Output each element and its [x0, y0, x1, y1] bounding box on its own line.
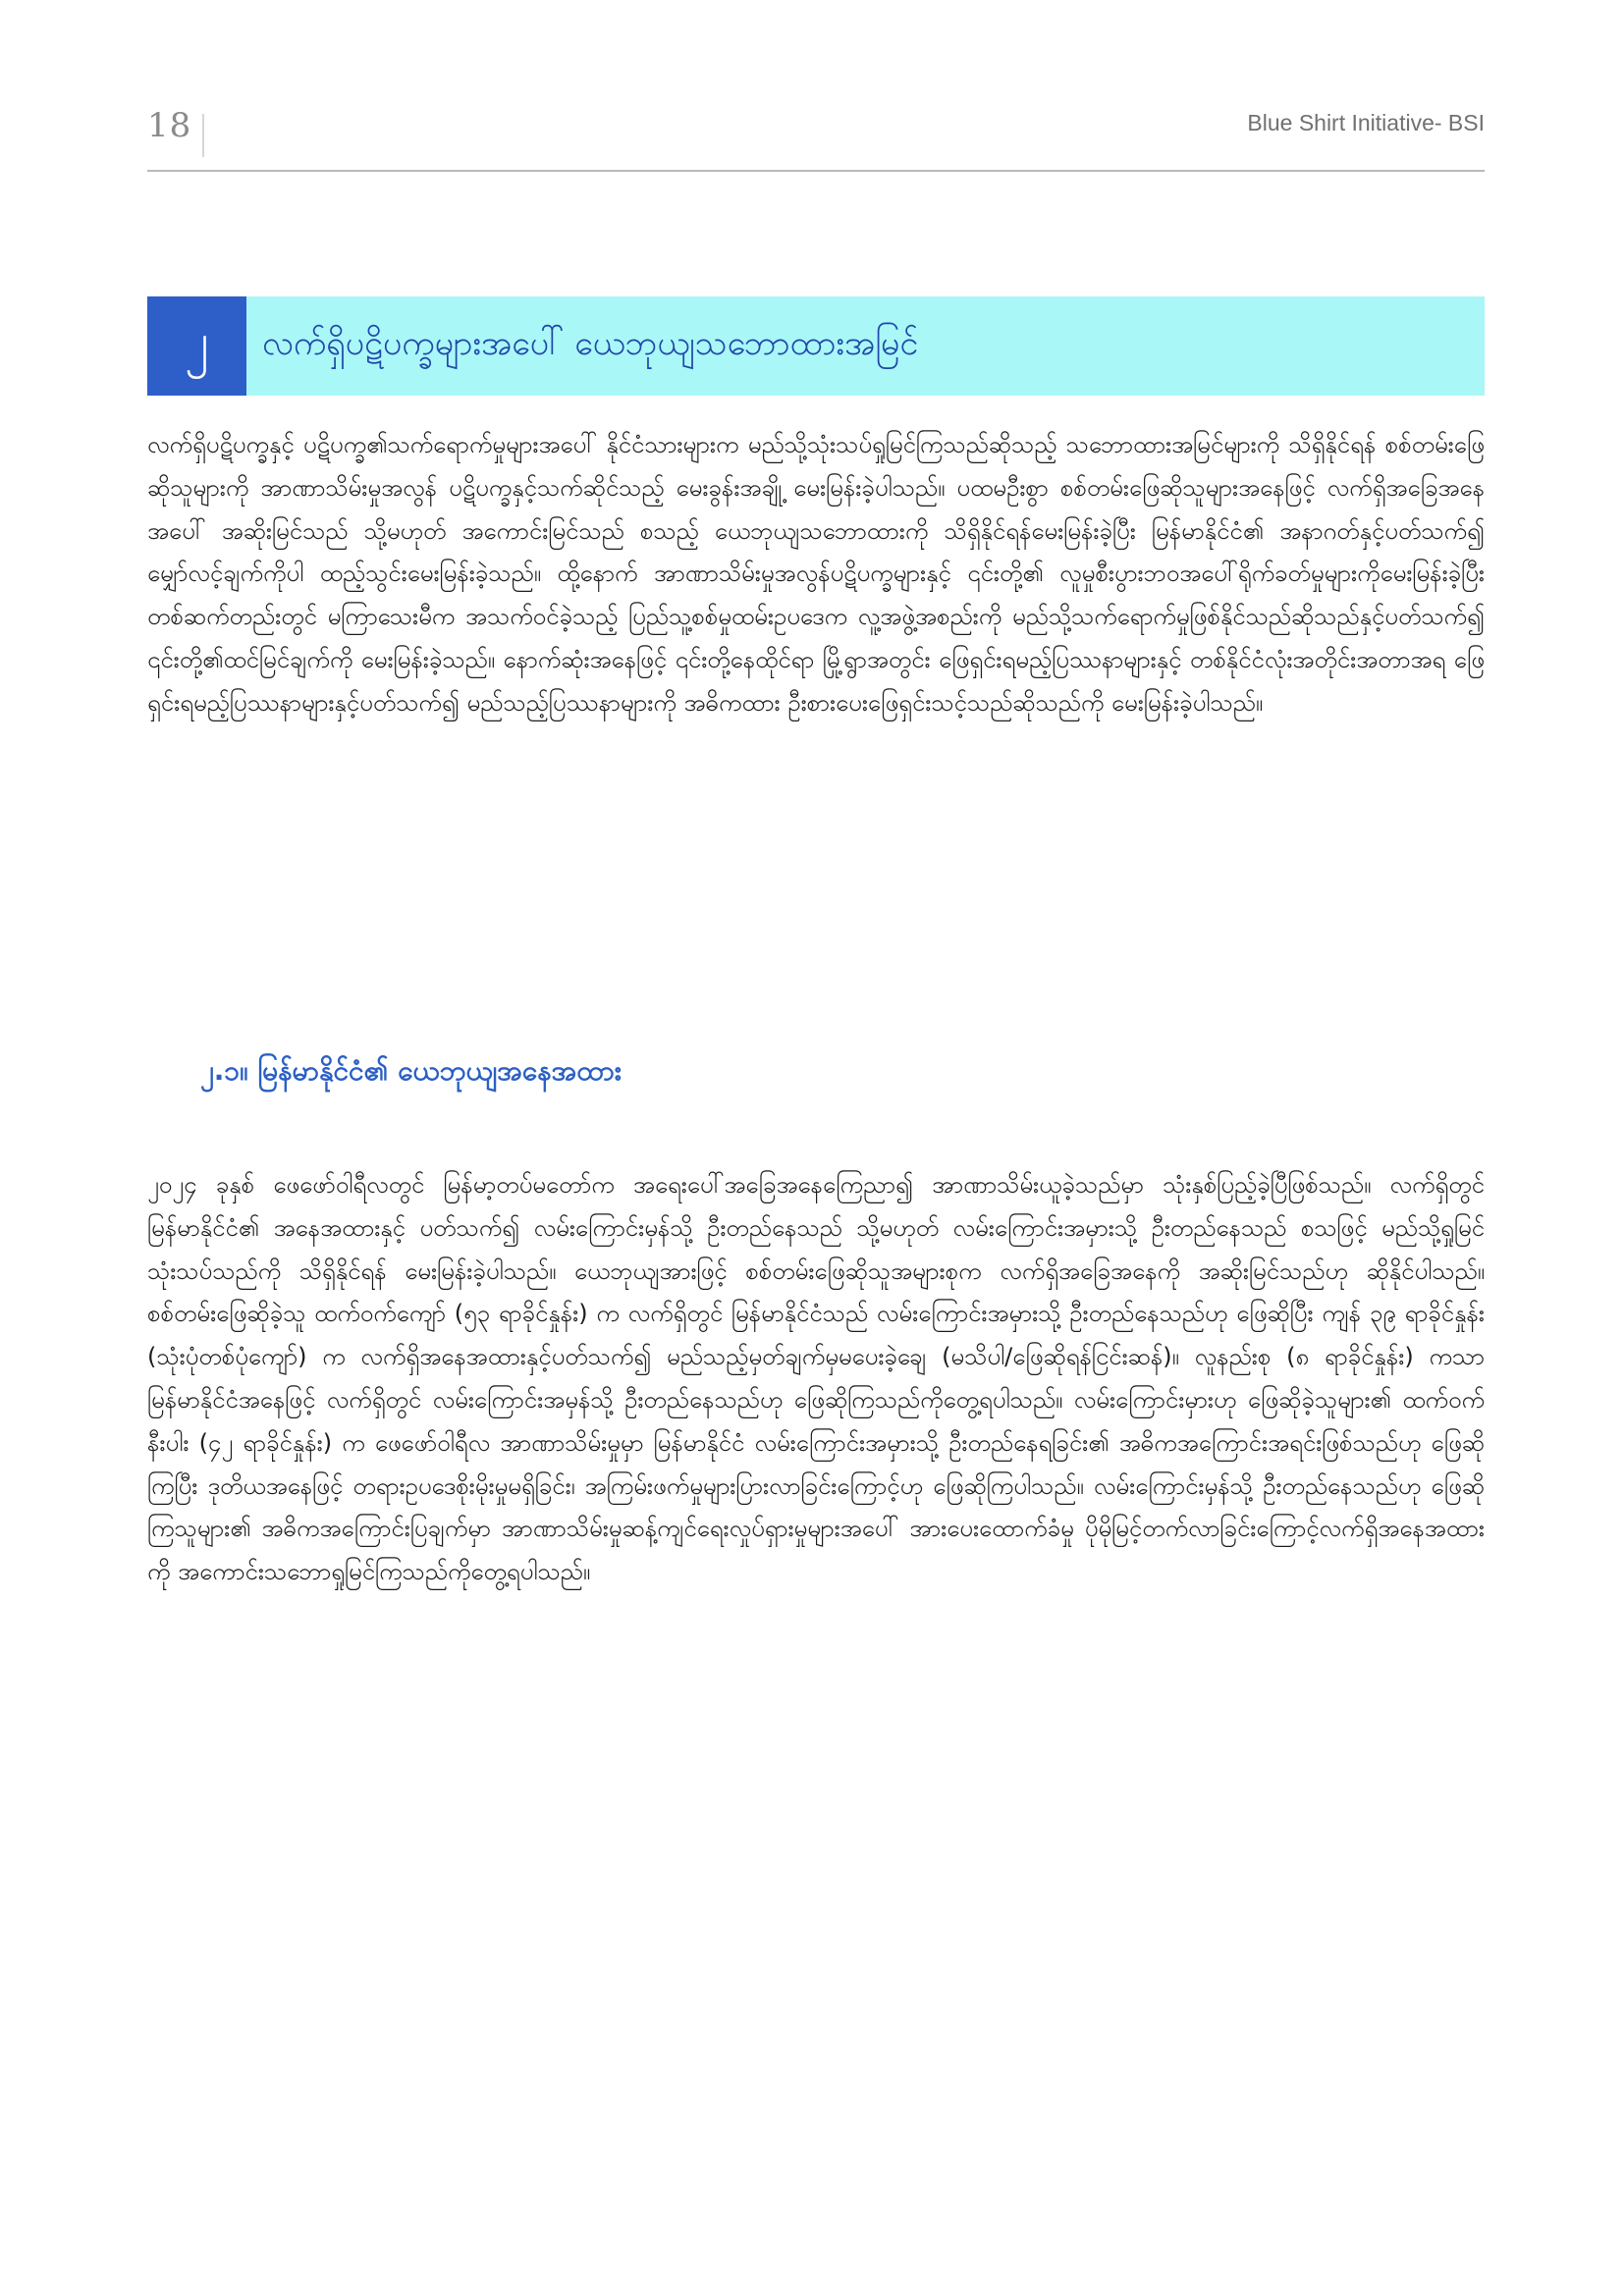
section-paragraph: ၂၀၂၄ ခုနှစ် ဖေဖော်ဝါရီလတွင် မြန်မာ့တပ်မတော်က အရေးပေါ်အခြေအနေကြေညာ၍ အာဏာသိမ်းယူခဲ့သည်မှာ သုံးနှစ်ပြည့်ခဲ့ပြီဖြစ်သည်။ လက်ရှိတွင် မြန်မာနိုင်ငံ၏ အနေအထားနှင့် ပတ်သက်၍ လမ်းကြောင်းမှန်သို့ ဦးတည်နေသည် သို့မဟုတ် လမ်းကြောင်းအမှားသို့ ဦးတည်နေသည် စသဖြင့် မည်သို့ရှုမြင်သုံးသပ်သည်ကို သိရှိနိုင်ရန် မေးမြန်းခဲ့ပါသည်။ ယေဘုယျအားဖြင့် စစ်တမ်းဖြေဆိုသူအများစုက လက်ရှိအခြေအနေကို အဆိုးမြင်သည်ဟု ဆိုနိုင်ပါသည်။ စစ်တမ်းဖြေဆိုခဲ့သူ ထက်ဝက်ကျော် (၅၃ ရာခိုင်နှုန်း) က လက်ရှိတွင် မြန်မာနိုင်ငံသည် လမ်းကြောင်းအမှားသို့ ဦးတည်နေသည်ဟု ဖြေဆိုပြီး ကျန် ၃၉ ရာခိုင်နှုန်း (သုံးပုံတစ်ပုံကျော်) က လက်ရှိအနေအထားနှင့်ပတ်သက်၍ မည်သည့်မှတ်ချက်မှမပေးခဲ့ချေ (မသိပါ/ဖြေဆိုရန်ငြင်းဆန်)။ လူနည်းစု (၈ ရာခိုင်နှုန်း) ကသာ မြန်မာနိုင်ငံအနေဖြင့် လက်ရှိတွင် လမ်းကြောင်းအမှန်သို့ ဦးတည်နေသည်ဟု ဖြေဆိုကြသည်ကိုတွေ့ရပါသည်။ လမ်းကြောင်းမှားဟု ဖြေဆိုခဲ့သူများ၏ ထက်ဝက်နီးပါး (၄၂ ရာခိုင်နှုန်း) က ဖေဖော်ဝါရီလ အာဏာသိမ်းမှုမှာ မြန်မာနိုင်ငံ လမ်းကြောင်းအမှားသို့ ဦးတည်နေရခြင်း၏ အဓိကအကြောင်းအရင်းဖြစ်သည်ဟု ဖြေဆိုကြပြီး ဒုတိယအနေဖြင့် တရားဥပဒေစိုးမိုးမှုမရှိခြင်း၊ အကြမ်းဖက်မှုများပြားလာခြင်းကြောင့်ဟု ဖြေဆိုကြပါသည်။ လမ်းကြောင်းမှန်သို့ ဦးတည်နေသည်ဟု ဖြေဆိုကြသူများ၏ အဓိကအကြောင်းပြချက်မှာ အာဏာသိမ်းမှုဆန့်ကျင်ရေးလှုပ်ရှားမှုများအပေါ် အားပေးထောက်ခံမှု ပိုမိုမြင့်တက်လာခြင်းကြောင့်လက်ရှိအနေအထားကို အကောင်းသဘောရှုမြင်ကြသည်ကိုတွေ့ရပါသည်။ — [147, 1171, 1485, 1586]
chapter-title: လက်ရှိပဋိပက္ခများအပေါ် ယေဘုယျသဘောထားအမြင် — [262, 324, 919, 363]
chapter-title-bar — [147, 296, 1485, 396]
running-header: Blue Shirt Initiative- BSI — [1247, 110, 1485, 135]
header-rule — [147, 170, 1485, 172]
section-heading: ၂.၁။ မြန်မာနိုင်ငံ၏ ယေဘုယျအနေအထား — [200, 1054, 623, 1087]
chapter-number: ၂ — [147, 296, 246, 396]
page-number: 18 — [147, 106, 192, 145]
intro-paragraph: လက်ရှိပဋိပက္ခနှင့် ပဋိပက္ခ၏သက်ရောက်မှုများအပေါ် နိုင်ငံသားများက မည်သို့သုံးသပ်ရှုမြင်ကြသည်ဆိုသည့် သဘောထားအမြင်များကို သိရှိနိုင်ရန် စစ်တမ်းဖြေဆိုသူများကို အာဏာသိမ်းမှုအလွန် ပဋိပက္ခနှင့်သက်ဆိုင်သည့် မေးခွန်းအချို့ မေးမြန်းခဲ့ပါသည်။ ပထမဦးစွာ စစ်တမ်းဖြေဆိုသူများအနေဖြင့် လက်ရှိအခြေအနေအပေါ် အဆိုးမြင်သည် သို့မဟုတ် အကောင်းမြင်သည် စသည့် ယေဘုယျသဘောထားကို သိရှိနိုင်ရန်မေးမြန်းခဲ့ပြီး မြန်မာနိုင်ငံ၏ အနာဂတ်နှင့်ပတ်သက်၍ မျှော်လင့်ချက်ကိုပါ ထည့်သွင်းမေးမြန်းခဲ့သည်။ ထို့နောက် အာဏာသိမ်းမှုအလွန်ပဋိပက္ခများနှင့် ၎င်းတို့၏ လူမှုစီးပွားဘဝအပေါ်ရိုက်ခတ်မှုများကိုမေးမြန်းခဲ့ပြီး တစ်ဆက်တည်းတွင် မကြာသေးမီက အသက်ဝင်ခဲ့သည့် ပြည်သူ့စစ်မှုထမ်းဥပဒေက လူ့အဖွဲ့အစည်းကို မည်သို့သက်ရောက်မှုဖြစ်နိုင်သည်ဆိုသည်နှင့်ပတ်သက်၍ ၎င်းတို့၏ထင်မြင်ချက်ကို မေးမြန်းခဲ့သည်။ နောက်ဆုံးအနေဖြင့် ၎င်းတို့နေထိုင်ရာ မြို့ရွာအတွင်း ဖြေရှင်းရမည့်ပြဿနာများနှင့် တစ်နိုင်ငံလုံးအတိုင်းအတာအရ ဖြေရှင်းရမည့်ပြဿနာများနှင့်ပတ်သက်၍ မည်သည့်ပြဿနာများကို အဓိကထား ဦးစားပေးဖြေရှင်းသင့်သည်ဆိုသည်ကို မေးမြန်းခဲ့ပါသည်။ — [147, 431, 1485, 717]
page-number-divider — [202, 114, 204, 157]
